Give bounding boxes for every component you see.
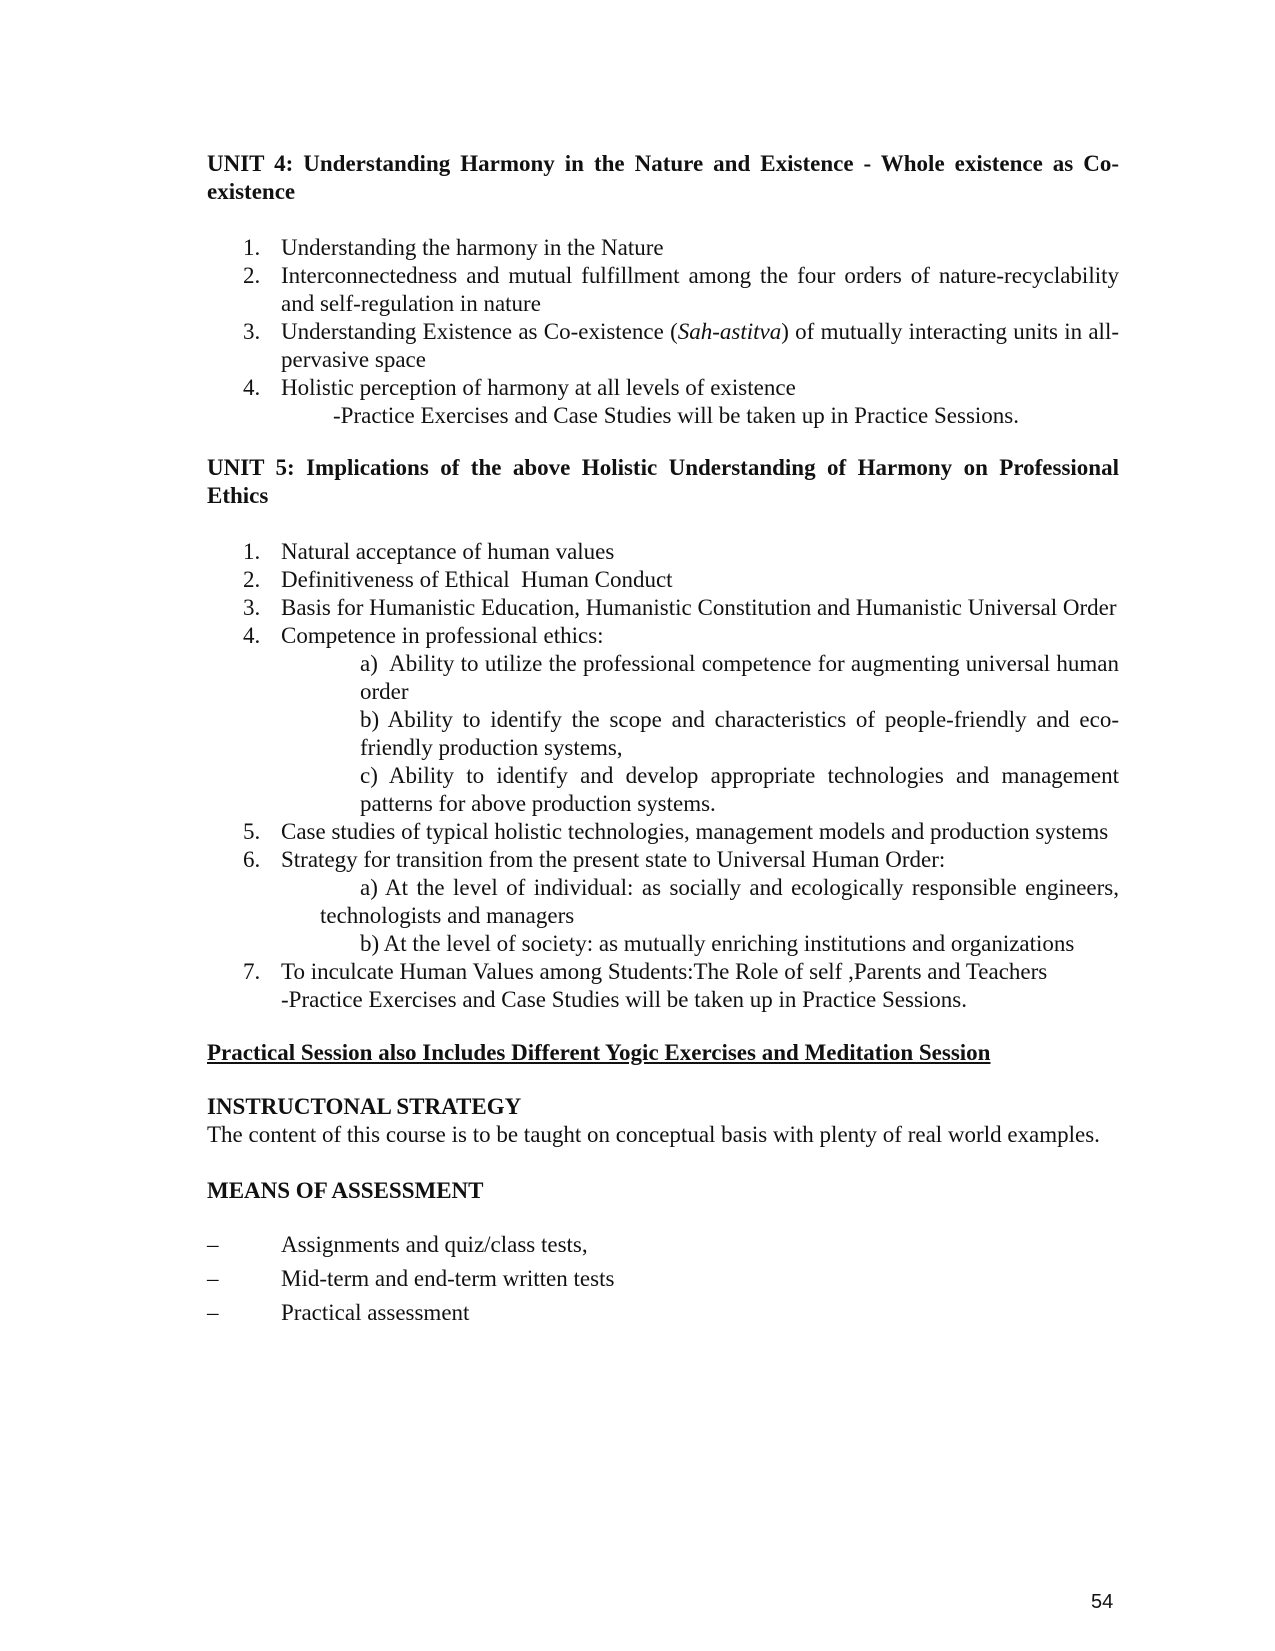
dash-bullet: –: [207, 1232, 219, 1257]
list-number: 1.: [243, 235, 261, 260]
unit5-practice-note: -Practice Exercises and Case Studies will be taken up in Practice Sessions.: [281, 987, 967, 1012]
list-number: 7.: [243, 959, 261, 984]
list-item-text: Practical assessment: [281, 1300, 470, 1325]
list-item-text: Interconnectedness and mutual fulfillment among the four orders of nature-recyclability and self-regulation in nature: [281, 263, 1119, 316]
unit4-practice-note: -Practice Exercises and Case Studies will be taken up in Practice Sessions.: [333, 403, 1019, 428]
list-item: [207, 1231, 1119, 1265]
dash-bullet: –: [207, 1266, 219, 1291]
unit5-list-continued: [207, 818, 1119, 874]
list-number: 6.: [243, 847, 261, 872]
list-item: [207, 538, 1119, 566]
unit5-heading: UNIT 5: Implications of the above Holistic Understanding of Harmony on Professional Ethics: [207, 455, 1119, 508]
list-number: 2.: [243, 567, 261, 592]
unit4-list: [207, 234, 1119, 402]
list-item-text: To inculcate Human Values among Students:The Role of self ,Parents and Teachers: [281, 959, 1048, 984]
list-item: [207, 234, 1119, 262]
list-item-text: Understanding the harmony in the Nature: [281, 235, 664, 260]
list-item: [207, 1299, 1119, 1333]
list-item: [207, 622, 1119, 650]
list-item: [207, 1265, 1119, 1299]
list-item: [207, 318, 1119, 374]
strategy-subitem: b) At the level of society: as mutually enriching institutions and organizations: [360, 931, 1075, 956]
list-item-italic-term: Sah-astitva: [677, 319, 782, 344]
list-item: [207, 958, 1119, 986]
instructional-strategy-title: INSTRUCTONAL STRATEGY: [207, 1094, 522, 1119]
list-item-text-after: ) of mutually interacting units in all-pervasive space: [281, 319, 1119, 372]
means-of-assessment-title: MEANS OF ASSESSMENT: [207, 1178, 484, 1203]
list-item-text: Basis for Humanistic Education, Humanistic Constitution and Humanistic Universal Order: [281, 595, 1117, 620]
competence-subitem: c) Ability to identify and develop appropriate technologies and management patterns for above production systems.: [360, 763, 1119, 816]
competence-subitem: a) Ability to utilize the professional competence for augmenting universal human order: [360, 651, 1125, 704]
document-page: [207, 150, 1125, 1333]
unit5-list: [207, 538, 1119, 650]
assessment-list: [207, 1231, 1119, 1333]
list-item-text: Competence in professional ethics:: [281, 623, 604, 648]
list-item: [207, 594, 1119, 622]
list-number: 2.: [243, 263, 261, 288]
list-number: 4.: [243, 375, 261, 400]
list-number: 3.: [243, 595, 261, 620]
list-item-text: Mid-term and end-term written tests: [281, 1266, 615, 1291]
list-item: [207, 374, 1119, 402]
list-item-text-before: Understanding Existence as Co-existence (: [281, 319, 678, 344]
list-item: [207, 846, 1119, 874]
list-number: 5.: [243, 819, 261, 844]
list-item: [207, 566, 1119, 594]
list-number: 3.: [243, 319, 261, 344]
list-item: [207, 818, 1119, 846]
list-item-text: Definitiveness of Ethical Human Conduct: [281, 567, 673, 592]
list-item-text: Strategy for transition from the present state to Universal Human Order:: [281, 847, 946, 872]
instructional-strategy-text: The content of this course is to be taught on conceptual basis with plenty of real world examples.: [207, 1122, 1100, 1147]
list-number: 1.: [243, 539, 261, 564]
unit5-list-final: [207, 958, 1119, 986]
list-item-text: Case studies of typical holistic technologies, management models and production systems: [281, 819, 1109, 844]
practical-session-note: Practical Session also Includes Different Yogic Exercises and Meditation Session: [207, 1040, 991, 1065]
dash-bullet: –: [207, 1300, 219, 1325]
list-number: 4.: [243, 623, 261, 648]
list-item-text: Assignments and quiz/class tests,: [281, 1232, 588, 1257]
competence-subitem: b) Ability to identify the scope and characteristics of people-friendly and eco-friendly production systems,: [360, 707, 1119, 760]
list-item-text: Holistic perception of harmony at all levels of existence: [281, 375, 796, 400]
list-item-text: Natural acceptance of human values: [281, 539, 615, 564]
strategy-subitem: a) At the level of individual: as socially and ecologically responsible engineers, technologists and managers: [320, 875, 1119, 928]
unit4-heading: UNIT 4: Understanding Harmony in the Nature and Existence - Whole existence as Co-existence: [207, 151, 1119, 204]
list-item: [207, 262, 1119, 318]
page-number: 54: [1091, 1591, 1114, 1613]
